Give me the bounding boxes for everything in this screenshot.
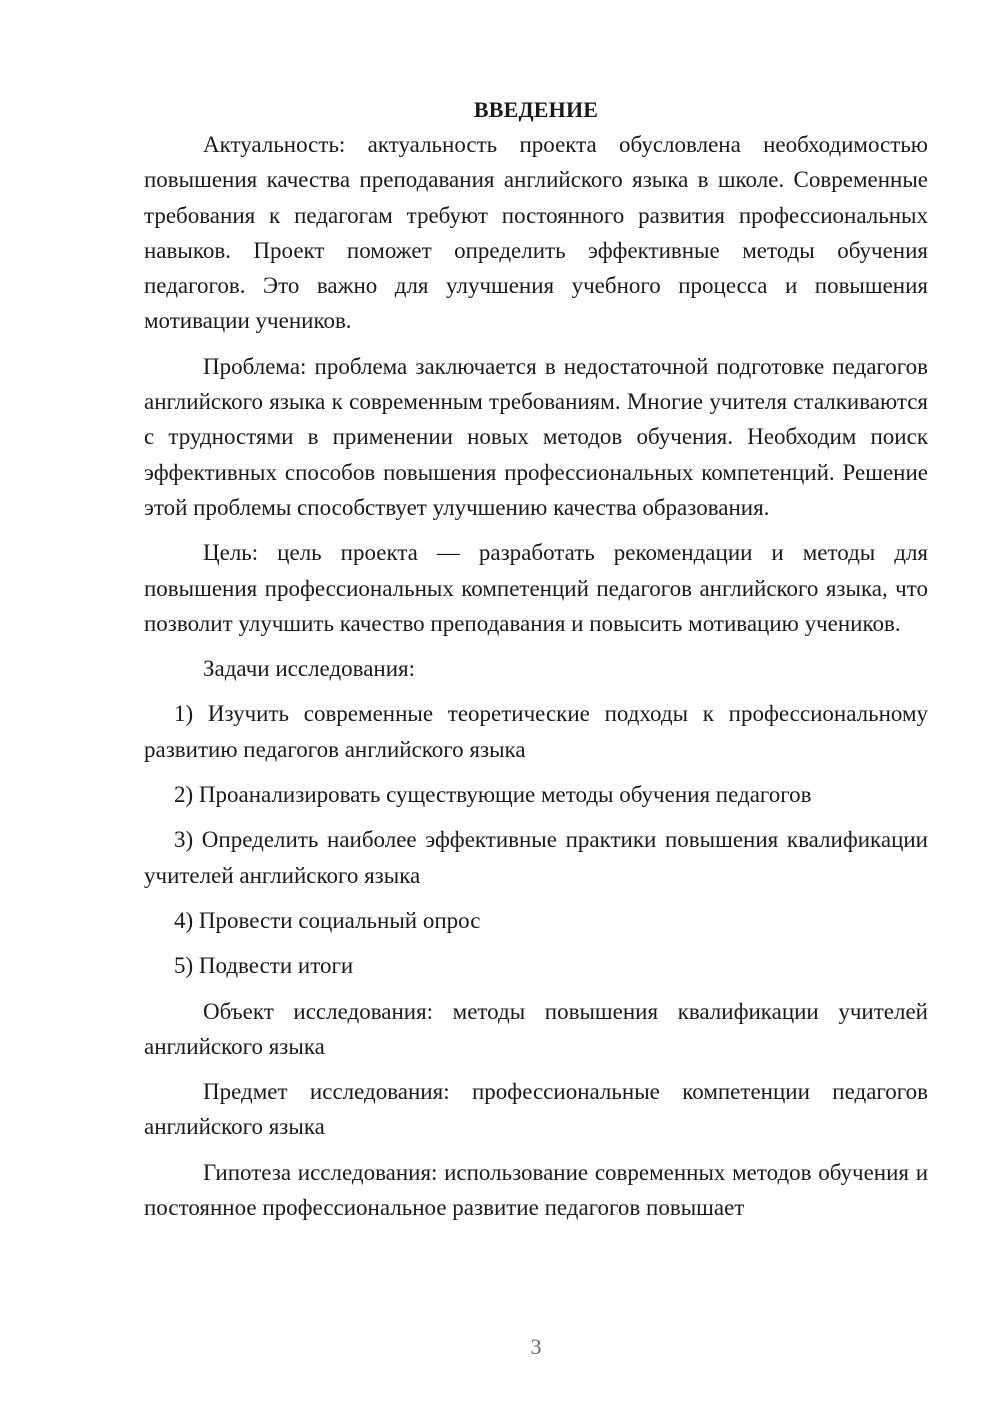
tasks-heading: Задачи исследования: [203,656,416,682]
task-item-2: 2) Проанализировать существующие методы обучения педагогов [174,782,812,808]
page-title: ВВЕДЕНИЕ [473,97,599,122]
page-content [144,92,928,1235]
paragraph-hypothesis: Гипотеза исследования: использование современных методов обучения и постоянное профессиональное развитие педагогов повышает [144,1159,928,1221]
task-item-4: 4) Провести социальный опрос [174,907,481,933]
task-item-5: 5) Подвести итоги [174,953,354,979]
paragraph-problem: Проблема: проблема заключается в недостаточной подготовке педагогов английского языка к современным требованиям. Многие учителя сталкиваются с трудностями в применении новых методов обучения. Необходим поиск эффективных способов повышения профессиональных компетенций. Решение этой проблемы способствует улучшению качества образования. [144,353,928,520]
page-number: 3 [530,1334,542,1359]
paragraph-goal: Цель: цель проекта — разработать рекомендации и методы для повышения профессиональных компетенций педагогов английского языка, что позволит улучшить качество преподавания и повысить мотивацию учеников. [144,540,928,636]
task-item-1: 1) Изучить современные теоретические подходы к профессиональному развитию педагогов английского языка [144,701,928,762]
task-item-3: 3) Определить наиболее эффективные практики повышения квалификации учителей английского языка [144,827,928,888]
paragraph-subject: Предмет исследования: профессиональные компетенции педагогов английского языка [144,1079,928,1140]
paragraph-object: Объект исследования: методы повышения квалификации учителей английского языка [144,998,928,1059]
paragraph-relevance: Актуальность: актуальность проекта обусловлена необходимостью повышения качества преподавания английского языка в школе. Современные требования к педагогам требуют постоянного развития профессиональных навыков. Проект поможет определить эффективные методы обучения педагогов. Это важно для улучшения учебного процесса и повышения мотивации учеников. [144,132,928,334]
